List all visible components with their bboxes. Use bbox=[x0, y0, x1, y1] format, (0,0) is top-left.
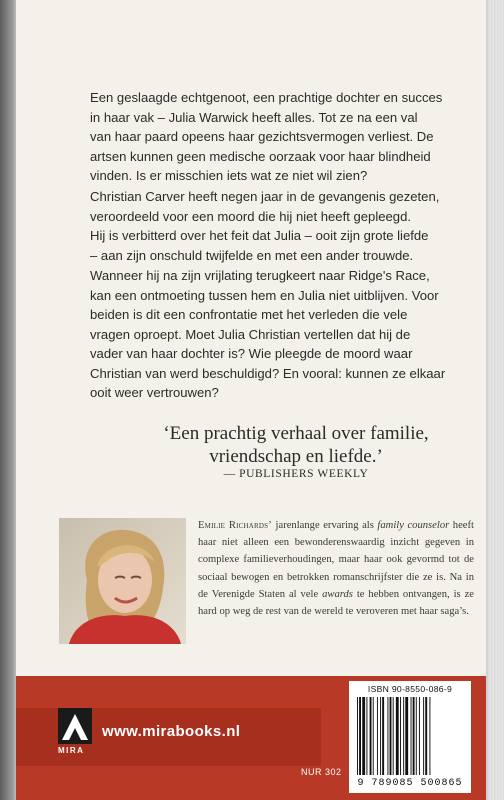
author-photo bbox=[59, 518, 186, 644]
review-source: — PUBLISHERS WEEKLY bbox=[223, 468, 369, 480]
blurb-paragraph-2: Christian Carver heeft negen jaar in de gevangenis gezeten, veroordeeld voor een moord die hij niet heeft gepleegd. Hij is verbitterd over het feit dat Julia – ooit zijn grote liefde – aan zijn onschuld twijfelde en met een ander trouwde. bbox=[90, 189, 440, 263]
author-bio: Emilie Richards’ jarenlange ervaring als family counselor heeft haar niet alleen een bewonderenswaardig inzicht gegeven in complexe familieverhoudingen, maar haar ook gevormd tot de sociaal bewogen en betrokken romanschrijfster die ze is. Na in de Verenigde Staten al vele awards te hebben ontvangen, is ze hard op weg de rest van de wereld te veroveren met haar saga’s. bbox=[198, 520, 474, 618]
page-edges bbox=[488, 0, 504, 800]
blurb-paragraph-3: Wanneer hij na zijn vrijlating terugkeert naar Ridge's Race, kan een ontmoeting tussen hem en Julia niet uitblijven. Voor beiden is dit een confrontatie met het verleden die vele vragen oproept. Moet Julia Christian vertellen dat hij de vader van haar dochter is? Wie pleegde de moord waar Christian van werd beschuldigd? En vooral: kunnen ze elkaar ooit weer vertrouwen? bbox=[90, 268, 446, 400]
nur-code: NUR 302 bbox=[301, 767, 342, 777]
mira-logo-text: MIRA bbox=[58, 746, 85, 755]
back-cover bbox=[16, 0, 486, 800]
barcode bbox=[349, 681, 471, 793]
review-quote: ‘Een prachtig verhaal over familie, vriendschap en liefde.’ bbox=[163, 423, 429, 467]
website-url[interactable]: www.mirabooks.nl bbox=[102, 723, 241, 740]
blurb-paragraph-1: Een geslaagde echtgenoot, een prachtige dochter en succes in haar vak – Julia Warwick heeft alles. Tot ze na een val van haar paard opeens haar gezichtsvermogen verliest. De artsen kunnen geen medische oorzaak voor haar blindheid vinden. Is er misschien iets wat ze niet wil zien? bbox=[90, 90, 443, 183]
mira-logo-icon bbox=[58, 708, 92, 744]
isbn-number: ISBN 90-8550-086-9 bbox=[367, 684, 453, 694]
author-name: Emilie Richards’ bbox=[198, 520, 272, 531]
barcode-digits: 9 789085 500865 bbox=[357, 778, 463, 789]
barcode-panel bbox=[349, 681, 471, 793]
